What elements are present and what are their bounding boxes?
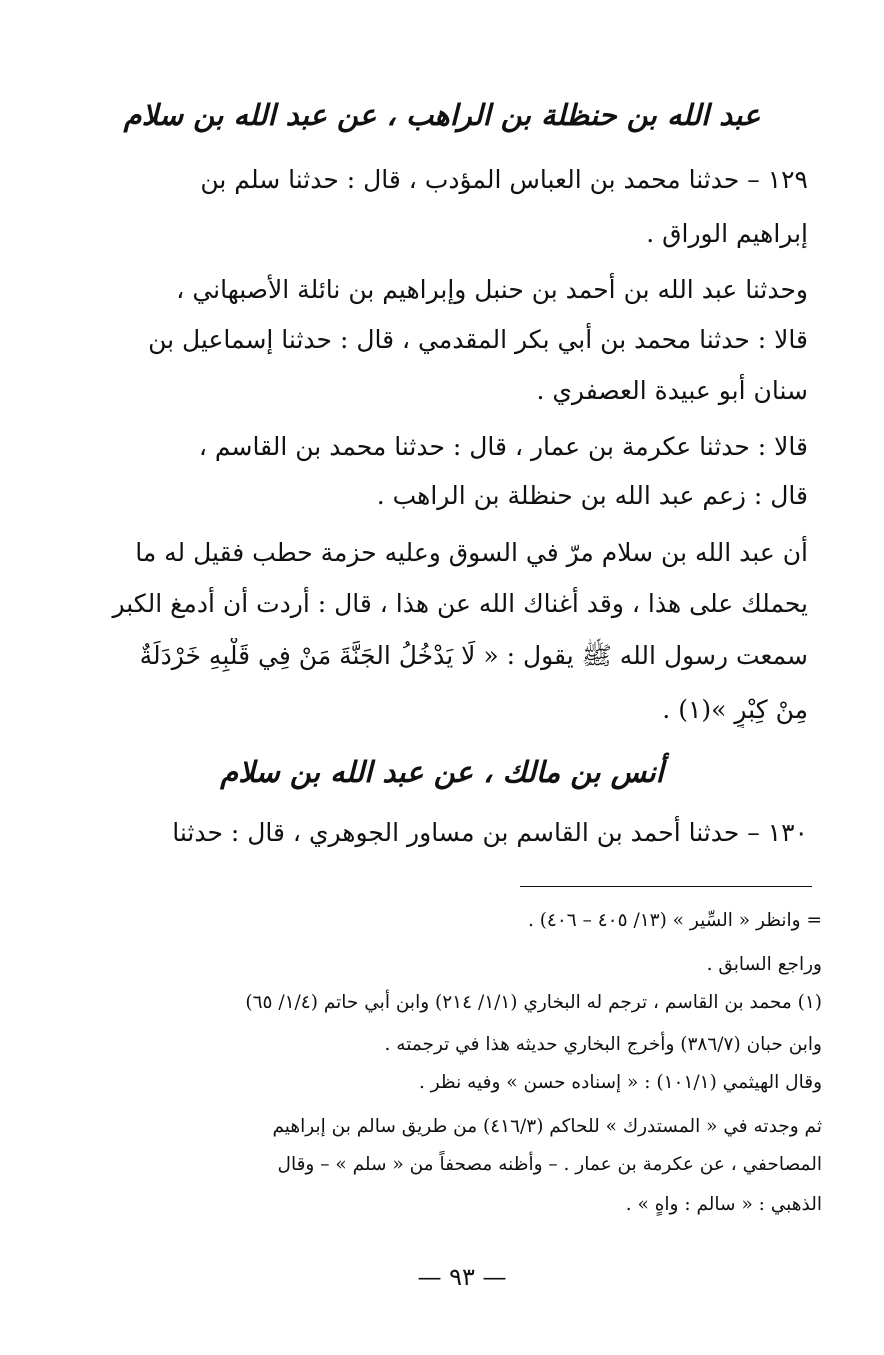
body-line: مِنْ كِبْرٍ »(١) . [662,695,808,724]
body-line: قال : زعم عبد الله بن حنظلة بن الراهب . [376,481,808,510]
body-line: يحملك على هذا ، وقد أغناك الله عن هذا ، قال : أردت أن أدمغ الكبر [112,589,808,618]
footnote-line: الذهبي : « سالم : واهٍ » . [625,1194,822,1215]
section-heading-abdullah-bin-hanzala: عبد الله بن حنظلة بن الراهب ، عن عبد الله بن سلام [123,98,761,132]
footnote-line: وقال الهيثمي (١٠١/١) : « إسناده حسن » وفيه نظر . [418,1072,822,1093]
body-line: سنان أبو عبيدة العصفري . [536,376,808,405]
body-line: قالا : حدثنا محمد بن أبي بكر المقدمي ، قال : حدثنا إسماعيل بن [148,325,808,354]
footnote-divider [520,886,812,887]
section-heading-anas-bin-malik: أنس بن مالك ، عن عبد الله بن سلام [220,755,664,789]
footnote-line: = وانظر « السِّير » (١٣/ ٤٠٥ – ٤٠٦) . [527,910,822,931]
footnote-line: ثم وجدته في « المستدرك » للحاكم (٤١٦/٣) من طريق سالم بن إبراهيم [272,1116,822,1137]
footnote-line: وراجع السابق . [706,954,822,975]
body-line: سمعت رسول الله ﷺ يقول : « لَا يَدْخُلُ الجَنَّةَ مَنْ فِي قَلْبِهِ خَرْدَلَةٌ [139,641,808,670]
body-line: وحدثنا عبد الله بن أحمد بن حنبل وإبراهيم بن نائلة الأصبهاني ، [176,275,808,304]
footnote-line: وابن حبان (٣٨٦/٧) وأخرج البخاري حديثه هذا في ترجمته . [384,1034,822,1055]
page-number: — ٩٣ — [417,1263,507,1291]
footnote-line: المصاحفي ، عن عكرمة بن عمار . – وأظنه مصحفاً من « سلم » – وقال [277,1154,822,1175]
body-line: إبراهيم الوراق . [646,219,808,248]
body-line: قالا : حدثنا عكرمة بن عمار ، قال : حدثنا محمد بن القاسم ، [198,432,808,461]
body-line: ١٣٠ – حدثنا أحمد بن القاسم بن مساور الجوهري ، قال : حدثنا [172,818,808,847]
footnote-line: (١) محمد بن القاسم ، ترجم له البخاري (١/١/ ٢١٤) وابن أبي حاتم (١/٤/ ٦٥) [245,992,822,1013]
body-line: أن عبد الله بن سلام مرّ في السوق وعليه حزمة حطب فقيل له ما [135,538,808,567]
body-line: ١٢٩ – حدثنا محمد بن العباس المؤدب ، قال : حدثنا سلم بن [200,165,808,194]
